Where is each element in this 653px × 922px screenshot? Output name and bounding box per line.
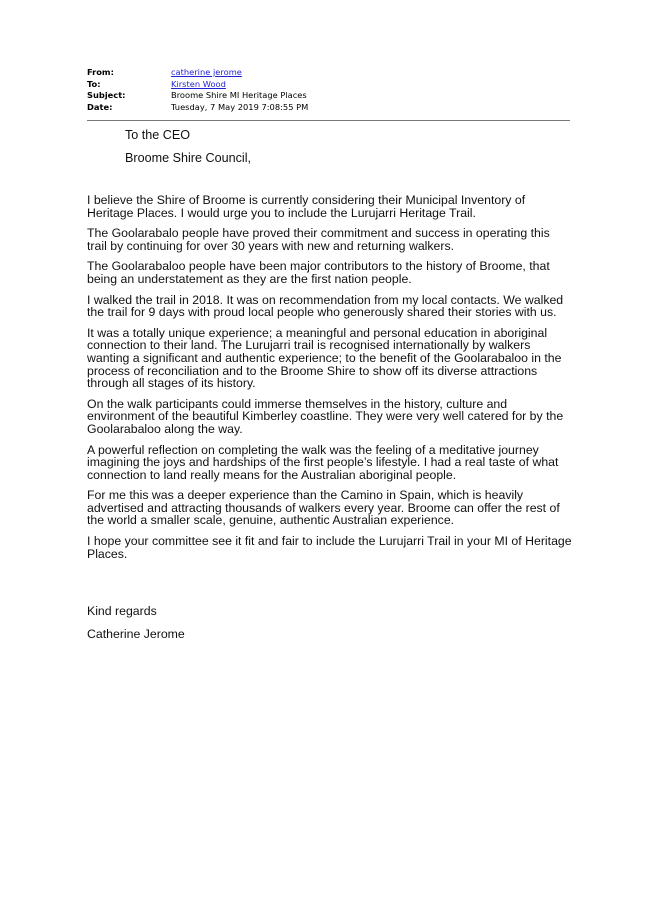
subject-label: Subject: (87, 90, 126, 100)
email-header (87, 67, 571, 113)
date-row (87, 102, 571, 114)
greeting-organisation: Broome Shire Council, (125, 151, 251, 165)
signature: Catherine Jerome (87, 627, 185, 641)
date-value: Tuesday, 7 May 2019 7:08:55 PM (171, 101, 309, 112)
greeting-recipient: To the CEO (125, 128, 191, 142)
paragraph: It was a totally unique experience; a meaningful and personal education in aboriginal connection to their land. The Lurujarri trail is recognised internationally by walkers wanting a significant and authentic experience; to the benefit of the Goolarabaloo in the process of reconciliation and to the Broome Shire to show off its diverse attractions through all stages of its history. (87, 325, 562, 391)
to-row (87, 79, 571, 91)
paragraph: A powerful reflection on completing the walk was the feeling of a meditative journey imagining the joys and hardships of the first people’s lifestyle. I had a real taste of what connection to land really means for the Australian aboriginal people. (87, 442, 559, 482)
paragraph: For me this was a deeper experience than the Camino in Spain, which is heavily advertised and attracting thousands of walkers every year. Broome can offer the rest of the world a smaller scale, genuine, authentic Australian experience. (87, 488, 560, 528)
to-link[interactable]: Kirsten Wood (171, 78, 226, 89)
subject-value: Broome Shire MI Heritage Places (171, 90, 307, 100)
to-label: To: (87, 78, 101, 89)
letter-body (87, 194, 572, 568)
paragraph: I hope your committee see it fit and fair to include the Lurujarri Trail in your MI of Heritage Places. (87, 534, 572, 561)
paragraph: The Goolarabaloo people have been major contributors to the history of Broome, that being an understatement as they are the first nation people. (87, 259, 550, 286)
from-row (87, 67, 571, 79)
header-divider (87, 120, 570, 121)
paragraph: I walked the trail in 2018. It was on recommendation from my local contacts. We walked the trail for 9 days with proud local people who generously shared their stories with us. (87, 292, 564, 320)
date-label: Date: (87, 101, 113, 112)
from-label: From: (87, 67, 114, 77)
paragraph: The Goolarabalo people have proved their commitment and success in operating this trail by continuing for over 30 years with new and returning walkers. (87, 226, 550, 253)
subject-row (87, 90, 571, 102)
from-link[interactable]: catherine jerome (171, 67, 242, 77)
closing: Kind regards (87, 604, 157, 618)
paragraph: I believe the Shire of Broome is currently considering their Municipal Inventory of Heritage Places. I would urge you to include the Lurujarri Heritage Trail. (87, 193, 526, 220)
paragraph: On the walk participants could immerse themselves in the history, culture and environment of the beautiful Kimberley coastline. They were very well catered for by the Goolarabaloo along the way. (87, 396, 564, 436)
